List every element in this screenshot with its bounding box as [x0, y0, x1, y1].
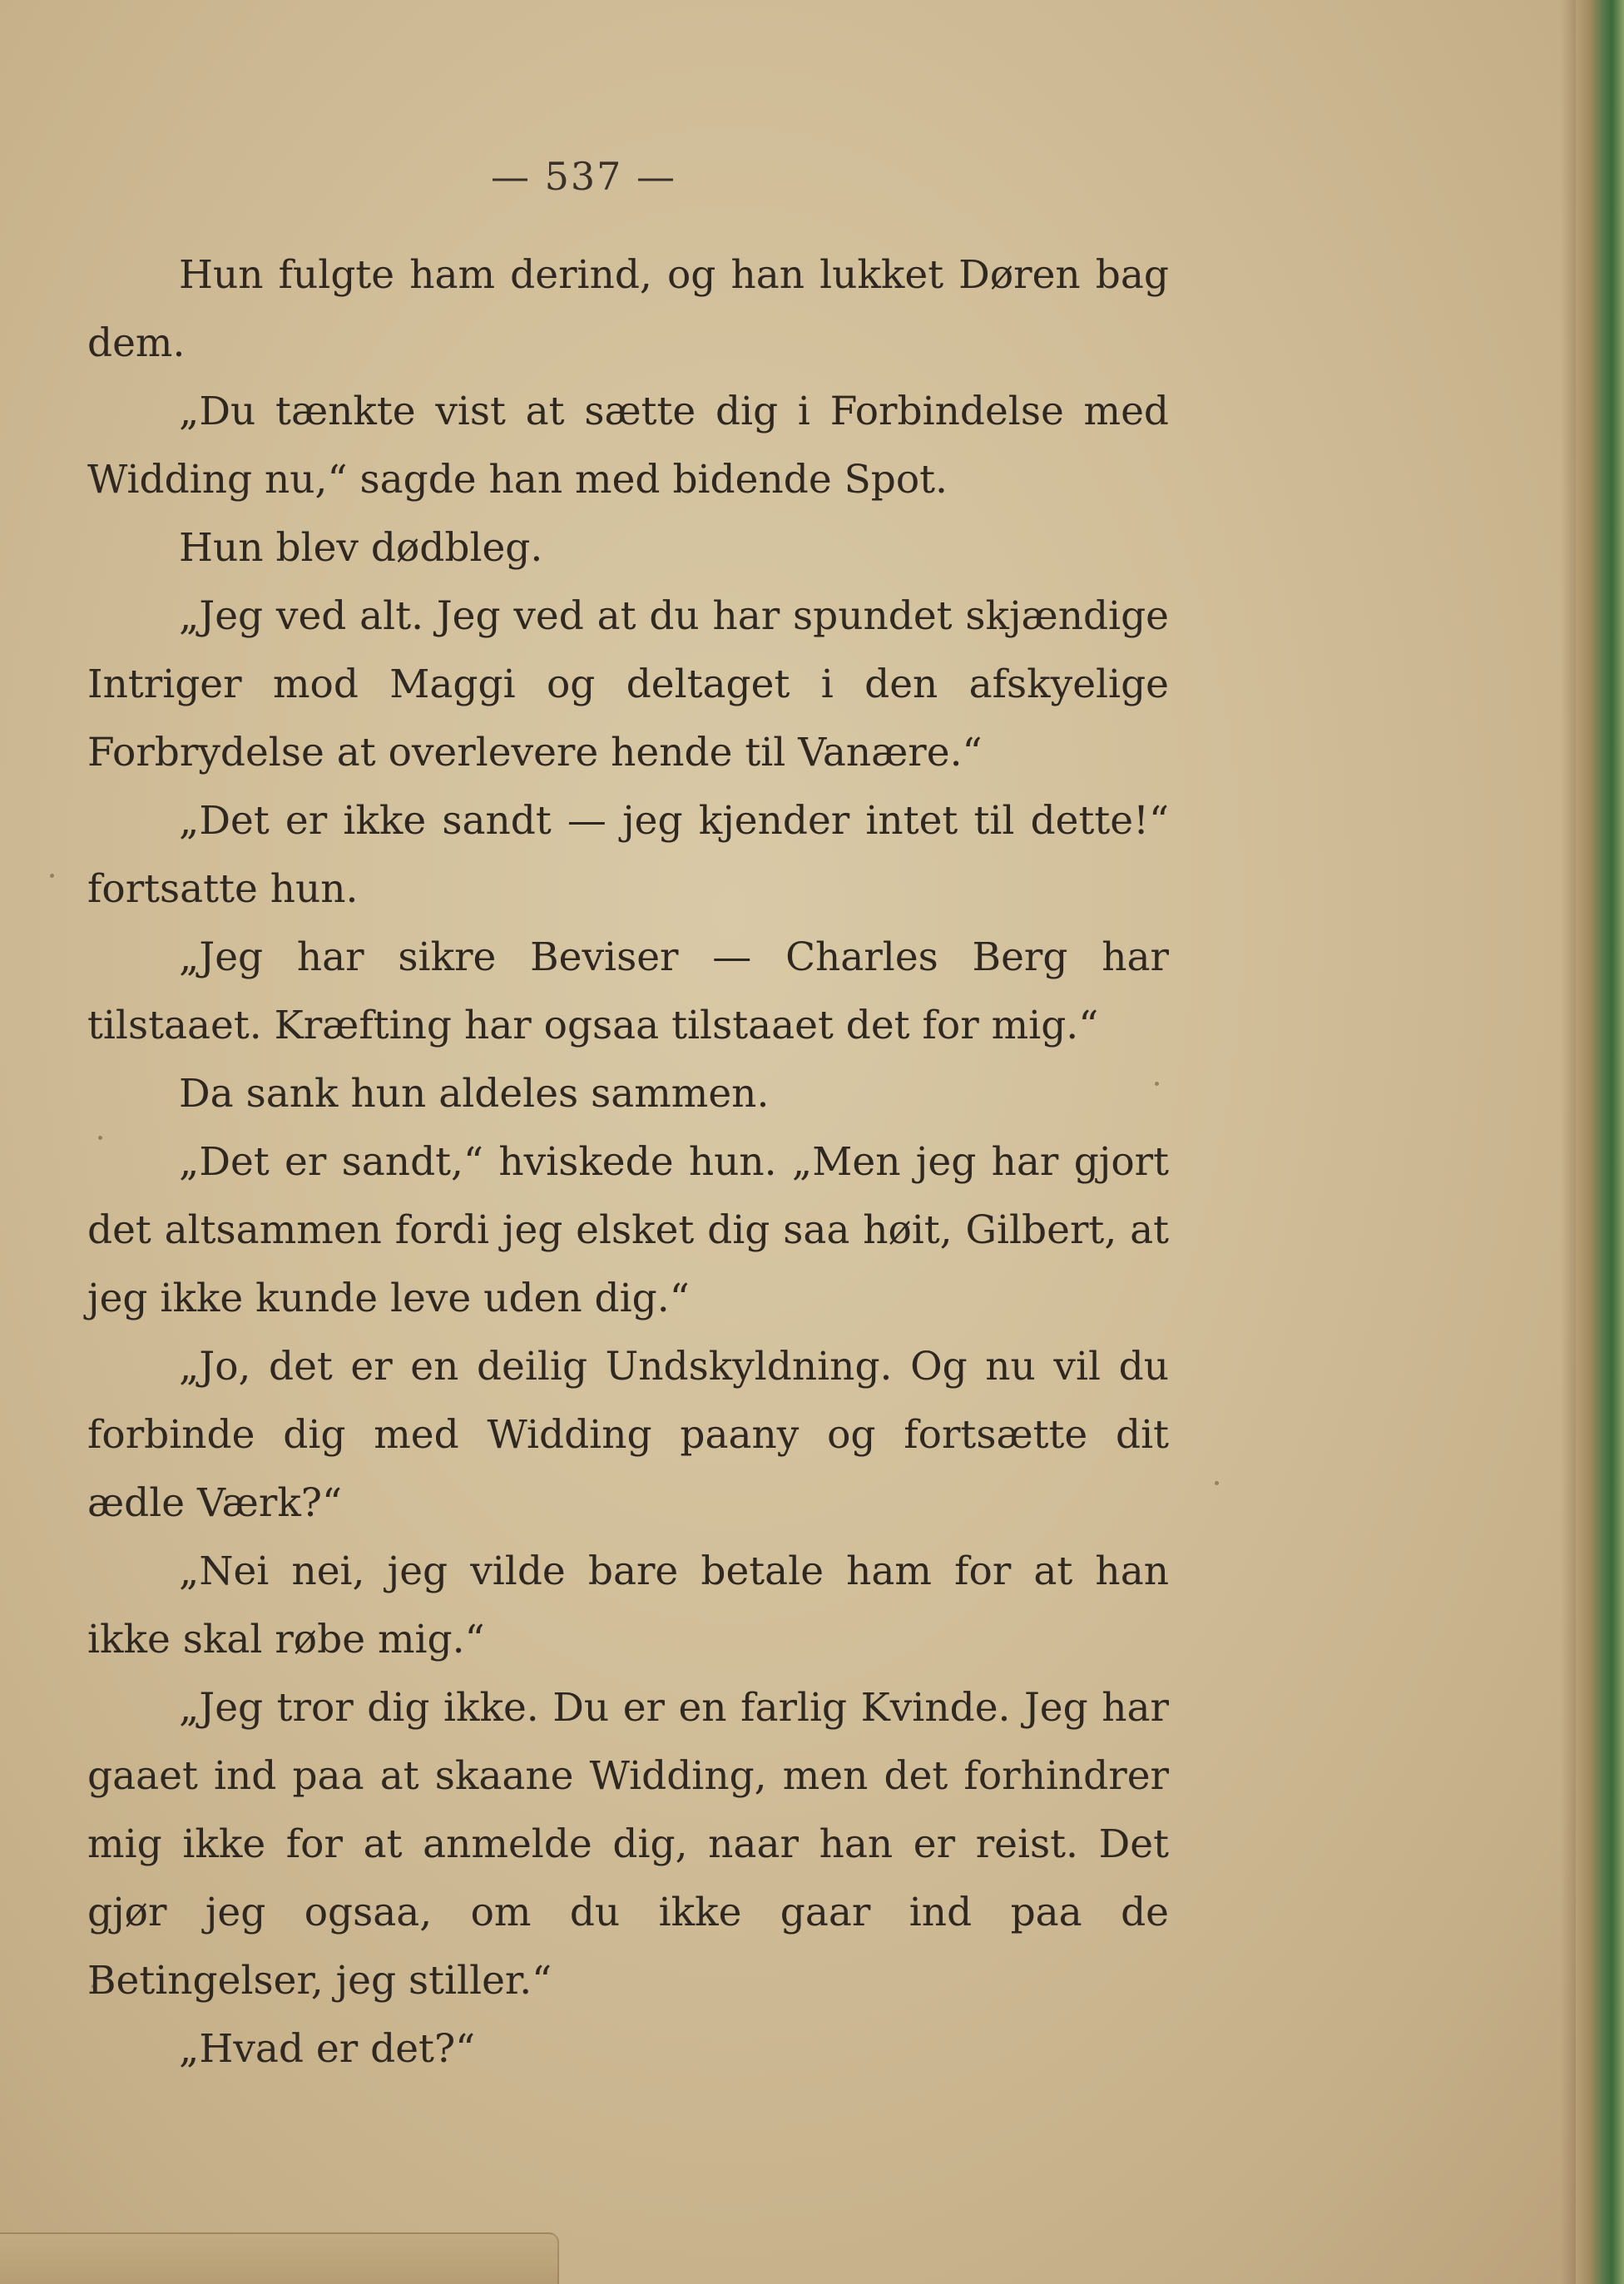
paragraph: Hun blev dødbleg. — [179, 525, 543, 571]
paragraph: „Du tænkte vist at sætte dig i Forbindelse med Widding nu,“ sagde han med bidende Spot. — [87, 389, 1169, 503]
paragraph: „Nei nei, jeg vilde bare betale ham for at han ikke skal røbe mig.“ — [87, 1548, 1169, 1662]
book-cover-edge — [1576, 0, 1624, 2284]
paragraph: „Jeg har sikre Beviser — Charles Berg har tilstaaet. Kræfting har ogsaa tilstaaet det for mig.“ — [87, 934, 1169, 1048]
paragraph: „Jo, det er en deilig Undskyldning. Og nu vil du forbinde dig med Widding paany og fortsætte dit ædle Værk?“ — [87, 1344, 1169, 1526]
paragraph: „Det er sandt,“ hviskede hun. „Men jeg har gjort det altsammen fordi jeg elsket dig saa høit, Gilbert, at jeg ikke kunde leve uden dig.“ — [87, 1139, 1169, 1321]
paper-speck — [1215, 1481, 1219, 1485]
paragraph: Hun fulgte ham derind, og han lukket Døren bag dem. — [87, 252, 1169, 366]
paper-speck — [50, 874, 54, 878]
paragraph: „Det er ikke sandt — jeg kjender intet til dette!“ fortsatte hun. — [87, 798, 1169, 912]
paragraph: Da sank hun aldeles sammen. — [179, 1071, 770, 1117]
page-number: — 537 — — [491, 154, 677, 199]
paragraph: „Jeg ved alt. Jeg ved at du har spundet skjændige Intriger mod Maggi og deltaget i den afskyelige Forbrydelse at overlevere hende til Vanære.“ — [87, 593, 1169, 775]
paragraph: „Jeg tror dig ikke. Du er en farlig Kvinde. Jeg har gaaet ind paa at skaane Widding, men det forhindrer mig ikke for at anmelde dig, naar han er reist. Det gjør jeg ogsaa, om du ikke gaar ind paa de Betingelser, jeg stiller.“ — [87, 1685, 1169, 2004]
page-fold-shadow — [1561, 0, 1576, 2284]
paragraph: „Hvad er det?“ — [179, 2026, 476, 2072]
body-text — [87, 241, 1169, 2083]
underlying-page-edge — [0, 2232, 559, 2284]
